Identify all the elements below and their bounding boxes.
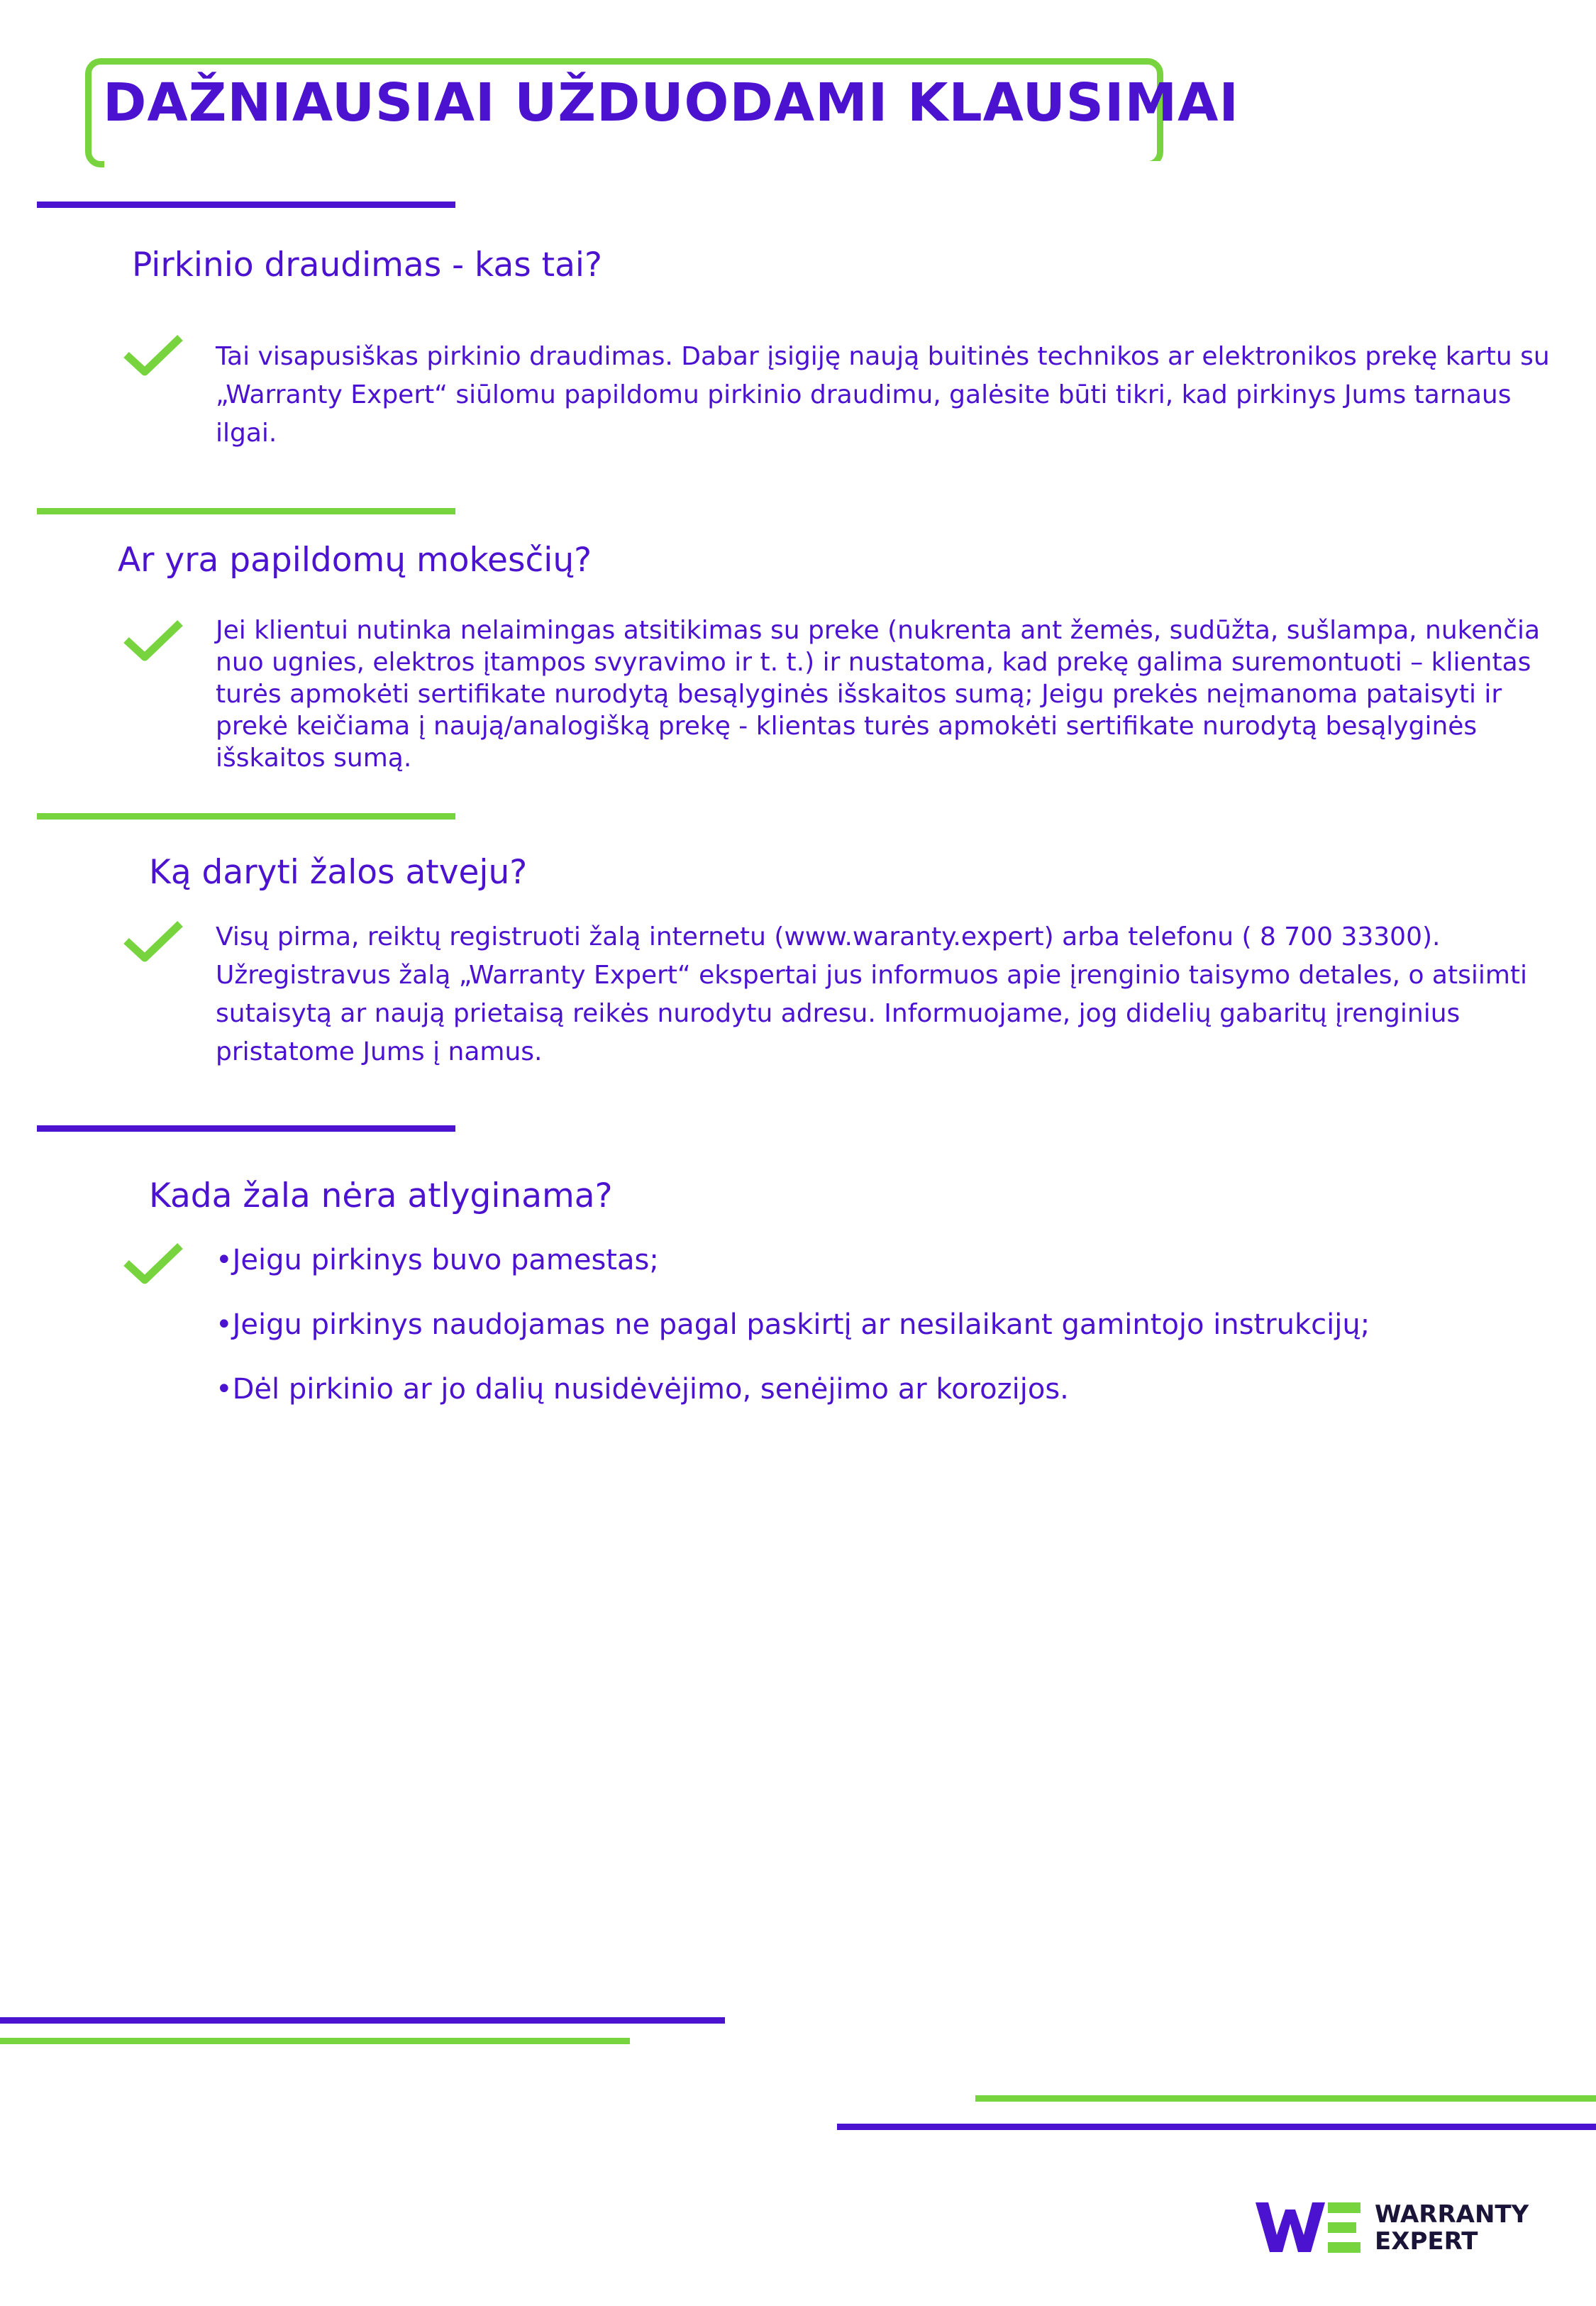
section-answer: Visų pirma, reiktų registruoti žalą internetu (www.waranty.expert) arba telefonu ( 8 700 33300). Užregistravus žalą „Warranty Expert“ ekspertai jus informuos apie įrenginio taisymo detales, o atsiimti sutaisytą ar naują prietaisą reikės nurodytu adresu. Informuojame, jog didelių gabaritų įrenginius pristatome Jums į namus. — [216, 922, 1528, 1066]
exclusion-item: •Jeigu pirkinys naudojamas ne pagal paskirtį ar nesilaikant gamintojo instrukcijų; — [216, 1308, 1370, 1341]
checkmark-icon — [122, 333, 184, 377]
footer-decor-line — [975, 2095, 1596, 2102]
section-answer: Tai visapusiškas pirkinio draudimas. Dabar įsigiję naują buitinės technikos ar elektronikos prekę kartu su „Warranty Expert“ siūlomu papildomu pirkinio draudimu, galėsite būti tikri, kad pirkinys Jums tarnaus ilgai. — [216, 342, 1550, 448]
section-divider — [37, 1125, 455, 1132]
exclusion-item: •Jeigu pirkinys buvo pamestas; — [216, 1244, 659, 1276]
section-divider — [37, 202, 455, 208]
logo-line-2: EXPERT — [1375, 2227, 1478, 2256]
section-divider — [37, 813, 455, 820]
footer-decor-line — [0, 2038, 630, 2044]
section-question: Pirkinio draudimas - kas tai? — [132, 246, 602, 285]
checkmark-icon — [122, 920, 184, 964]
section-question: Ar yra papildomų mokesčių? — [118, 541, 592, 580]
exclusion-item: •Dėl pirkinio ar jo dalių nusidėvėjimo, senėjimo ar korozijos. — [216, 1373, 1069, 1406]
section-answer: Jei klientui nutinka nelaimingas atsitikimas su preke (nukrenta ant žemės, sudūžta, sušlampa, nukenčia nuo ugnies, elektros įtampos svyravimo ir t. t.) ir nustatoma, kad prekę galima suremontuoti – klientas turės apmokėti sertifikate nurodytą besąlyginės išskaitos sumą; Jeigu prekės neįmanoma pataisyti ir prekė keičiama į naują/analogišką prekę - klientas turės apmokėti sertifikate nurodytą besąlyginės išskaitos sumą. — [216, 616, 1541, 773]
page-title: DAŽNIAUSIAI UŽDUODAMI KLAUSIMAI — [103, 72, 1239, 133]
checkmark-icon — [122, 1242, 184, 1286]
section-question: Kada žala nėra atlyginama? — [149, 1176, 613, 1215]
warranty-expert-logo — [1256, 2200, 1539, 2256]
footer-decor-line — [0, 2017, 725, 2024]
section-divider — [37, 508, 455, 514]
section-question: Ką daryti žalos atveju? — [149, 853, 528, 892]
we-logo-icon — [1256, 2202, 1362, 2253]
checkmark-icon — [122, 619, 184, 663]
logo-line-1: WARRANTY — [1375, 2200, 1529, 2229]
footer-decor-line — [837, 2124, 1596, 2130]
